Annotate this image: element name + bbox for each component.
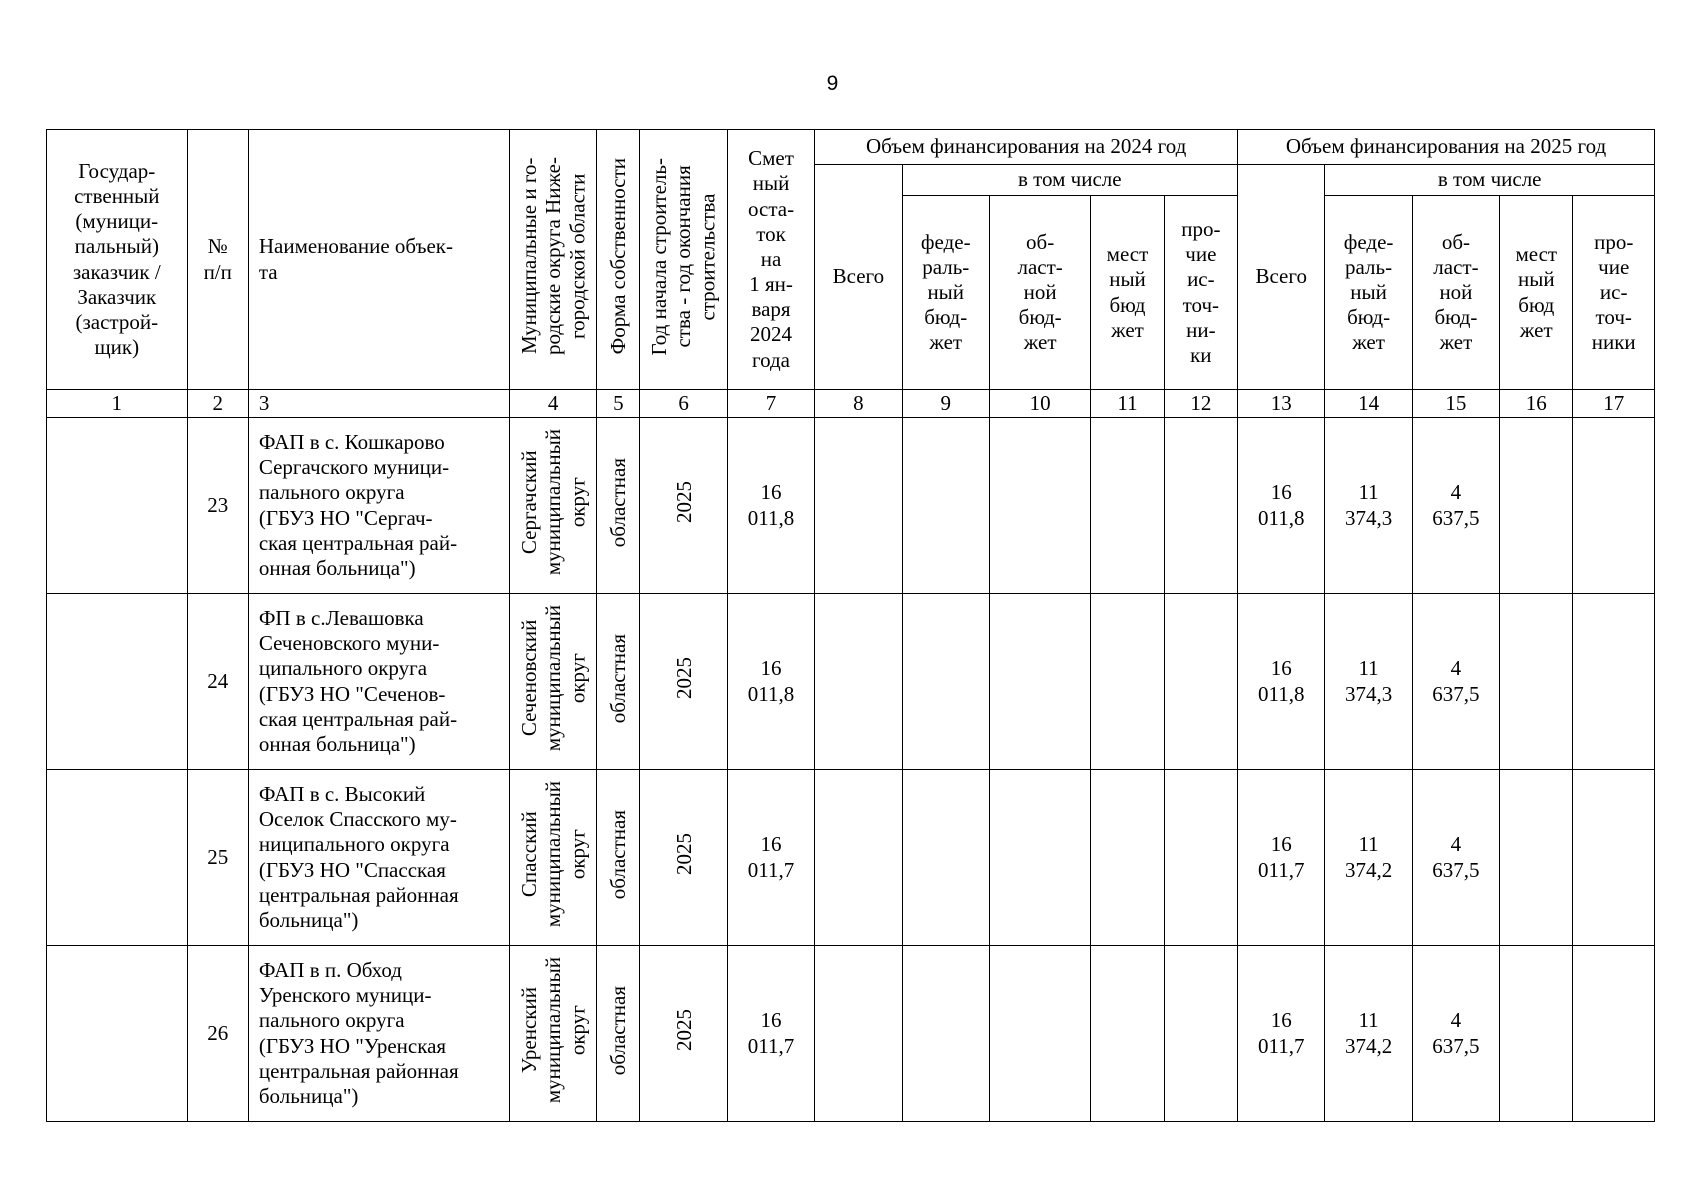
column-number: 1 xyxy=(47,390,188,418)
cell-year: 2025 xyxy=(640,946,727,1122)
cell-customer xyxy=(47,770,188,946)
cell-estimate: 16 011,8 xyxy=(727,418,814,594)
cell-regional-2024 xyxy=(989,594,1090,770)
column-number: 13 xyxy=(1238,390,1325,418)
header-federal-2025: феде- раль- ный бюд- жет xyxy=(1325,196,1412,390)
header-financing-2024: Объем финансирования на 2024 год xyxy=(815,130,1238,165)
cell-federal-2025: 11 374,2 xyxy=(1325,946,1412,1122)
header-including-2025: в том числе xyxy=(1325,165,1655,196)
cell-federal-2024 xyxy=(902,770,989,946)
cell-federal-2025: 11 374,3 xyxy=(1325,594,1412,770)
cell-local-2024 xyxy=(1091,946,1164,1122)
header-other-2024: про- чие ис- точ- ни- ки xyxy=(1164,196,1237,390)
column-number: 14 xyxy=(1325,390,1412,418)
cell-regional-2025: 4 637,5 xyxy=(1412,946,1499,1122)
cell-year: 2025 xyxy=(640,594,727,770)
column-number: 5 xyxy=(597,390,640,418)
cell-local-2025 xyxy=(1500,418,1573,594)
header-object-name: Наименование объек- та xyxy=(248,130,509,390)
cell-other-2025 xyxy=(1573,770,1655,946)
cell-regional-2025: 4 637,5 xyxy=(1412,418,1499,594)
cell-object-name: ФАП в п. Обход Уренского муници- пального округа (ГБУЗ НО "Уренская центральная районная больница") xyxy=(248,946,509,1122)
column-number: 6 xyxy=(640,390,727,418)
cell-district: Уренский муниципальный округ xyxy=(509,946,596,1122)
column-number: 7 xyxy=(727,390,814,418)
header-regional-2024: об- ласт- ной бюд- жет xyxy=(989,196,1090,390)
cell-federal-2024 xyxy=(902,594,989,770)
cell-other-2024 xyxy=(1164,946,1237,1122)
cell-ownership: областная xyxy=(597,418,640,594)
cell-customer xyxy=(47,594,188,770)
cell-local-2024 xyxy=(1091,594,1164,770)
cell-other-2024 xyxy=(1164,418,1237,594)
column-number: 17 xyxy=(1573,390,1655,418)
cell-regional-2024 xyxy=(989,946,1090,1122)
cell-total-2024 xyxy=(815,594,902,770)
header-years: Год начала строитель- ства - год окончания строительства xyxy=(640,130,727,390)
cell-other-2025 xyxy=(1573,946,1655,1122)
header-including-2024: в том числе xyxy=(902,165,1237,196)
column-number: 11 xyxy=(1091,390,1164,418)
column-number: 8 xyxy=(815,390,902,418)
column-numbers-row xyxy=(47,390,1655,418)
cell-federal-2025: 11 374,2 xyxy=(1325,770,1412,946)
cell-regional-2024 xyxy=(989,770,1090,946)
cell-district: Спасский муниципальный округ xyxy=(509,770,596,946)
cell-number: 26 xyxy=(187,946,248,1122)
cell-number: 25 xyxy=(187,770,248,946)
header-ownership: Форма собственности xyxy=(597,130,640,390)
header-local-2025: мест ный бюд жет xyxy=(1500,196,1573,390)
cell-other-2024 xyxy=(1164,770,1237,946)
header-estimate: Смет ный оста- ток на 1 ян- варя 2024 года xyxy=(727,130,814,390)
column-number: 10 xyxy=(989,390,1090,418)
cell-total-2025: 16 011,8 xyxy=(1238,594,1325,770)
cell-ownership: областная xyxy=(597,770,640,946)
cell-number: 24 xyxy=(187,594,248,770)
column-number: 9 xyxy=(902,390,989,418)
cell-total-2024 xyxy=(815,770,902,946)
cell-local-2025 xyxy=(1500,770,1573,946)
page-number: 9 xyxy=(826,72,839,95)
header-federal-2024: феде- раль- ный бюд- жет xyxy=(902,196,989,390)
cell-local-2025 xyxy=(1500,594,1573,770)
column-number: 4 xyxy=(509,390,596,418)
cell-customer xyxy=(47,418,188,594)
header-local-2024: мест ный бюд жет xyxy=(1091,196,1164,390)
column-number: 2 xyxy=(187,390,248,418)
cell-federal-2024 xyxy=(902,946,989,1122)
column-number: 12 xyxy=(1164,390,1237,418)
cell-local-2024 xyxy=(1091,418,1164,594)
cell-estimate: 16 011,7 xyxy=(727,770,814,946)
cell-total-2024 xyxy=(815,946,902,1122)
financing-table xyxy=(46,129,1655,1122)
column-number: 16 xyxy=(1500,390,1573,418)
cell-total-2025: 16 011,8 xyxy=(1238,418,1325,594)
cell-ownership: областная xyxy=(597,594,640,770)
cell-other-2024 xyxy=(1164,594,1237,770)
cell-year: 2025 xyxy=(640,770,727,946)
table-row xyxy=(47,946,1655,1122)
cell-other-2025 xyxy=(1573,594,1655,770)
header-other-2025: про- чие ис- точ- ники xyxy=(1573,196,1655,390)
cell-object-name: ФП в с.Левашовка Сеченовского муни- ципального округа (ГБУЗ НО "Сеченов- ская центральная рай- онная больница") xyxy=(248,594,509,770)
cell-federal-2024 xyxy=(902,418,989,594)
table-row xyxy=(47,418,1655,594)
cell-object-name: ФАП в с. Высокий Оселок Спасского му- ниципального округа (ГБУЗ НО "Спасская центральная районная больница") xyxy=(248,770,509,946)
cell-local-2025 xyxy=(1500,946,1573,1122)
cell-other-2025 xyxy=(1573,418,1655,594)
cell-regional-2025: 4 637,5 xyxy=(1412,770,1499,946)
header-regional-2025: об- ласт- ной бюд- жет xyxy=(1412,196,1499,390)
header-total-2025: Всего xyxy=(1238,165,1325,390)
cell-customer xyxy=(47,946,188,1122)
cell-total-2024 xyxy=(815,418,902,594)
header-number: № п/п xyxy=(187,130,248,390)
cell-estimate: 16 011,7 xyxy=(727,946,814,1122)
cell-district: Сеченовский муниципальный округ xyxy=(509,594,596,770)
cell-local-2024 xyxy=(1091,770,1164,946)
cell-district: Сергачский муниципальный округ xyxy=(509,418,596,594)
header-financing-2025: Объем финансирования на 2025 год xyxy=(1238,130,1655,165)
cell-number: 23 xyxy=(187,418,248,594)
table-row xyxy=(47,594,1655,770)
table-row xyxy=(47,770,1655,946)
cell-regional-2025: 4 637,5 xyxy=(1412,594,1499,770)
header-customer: Государ- ственный (муници- пальный) заказчик / Заказчик (застрой- щик) xyxy=(47,130,188,390)
cell-estimate: 16 011,8 xyxy=(727,594,814,770)
column-number: 3 xyxy=(248,390,509,418)
cell-total-2025: 16 011,7 xyxy=(1238,770,1325,946)
header-row-1 xyxy=(47,130,1655,165)
cell-year: 2025 xyxy=(640,418,727,594)
cell-federal-2025: 11 374,3 xyxy=(1325,418,1412,594)
cell-total-2025: 16 011,7 xyxy=(1238,946,1325,1122)
header-district: Муниципальные и го- родские округа Ниже- городской области xyxy=(509,130,596,390)
cell-ownership: областная xyxy=(597,946,640,1122)
cell-regional-2024 xyxy=(989,418,1090,594)
cell-object-name: ФАП в с. Кошкарово Сергачского муници- пального округа (ГБУЗ НО "Сергач- ская центральная рай- онная больница") xyxy=(248,418,509,594)
column-number: 15 xyxy=(1412,390,1499,418)
header-total-2024: Всего xyxy=(815,165,902,390)
